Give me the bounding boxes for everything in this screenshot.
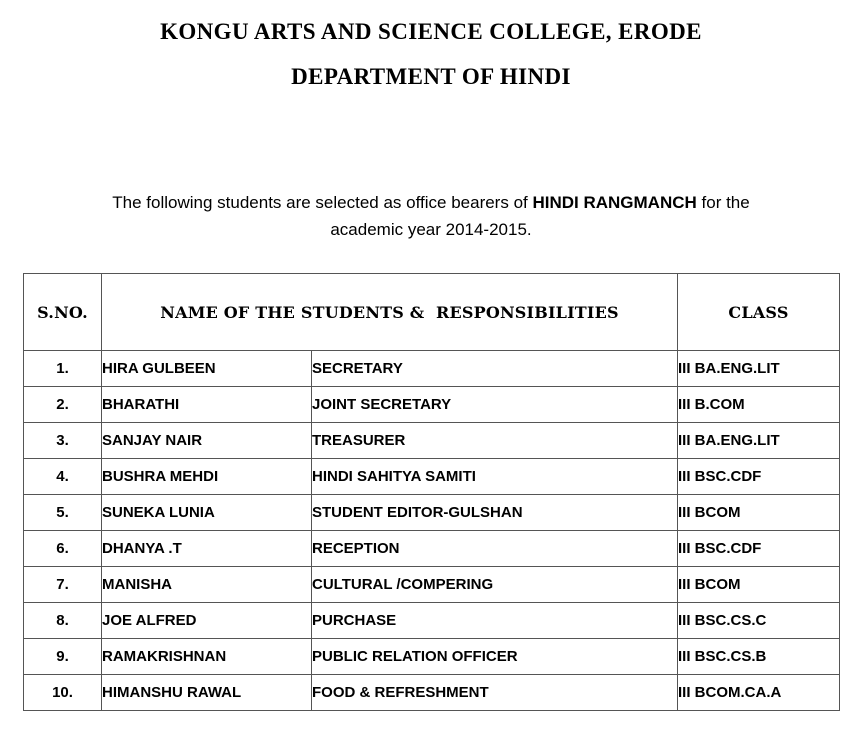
cell-sno: 4. bbox=[24, 459, 102, 495]
cell-sno: 1. bbox=[24, 351, 102, 387]
cell-sno: 7. bbox=[24, 567, 102, 603]
cell-responsibility: CULTURAL /COMPERING bbox=[312, 567, 678, 603]
college-title: KONGU ARTS AND SCIENCE COLLEGE, ERODE bbox=[160, 19, 702, 44]
cell-responsibility: TREASURER bbox=[312, 423, 678, 459]
header-name-responsibilities: NAME OF THE STUDENTS & RESPONSIBILITIES bbox=[102, 274, 678, 351]
cell-sno: 2. bbox=[24, 387, 102, 423]
intro-text-line2: academic year 2014-2015. bbox=[330, 220, 532, 239]
cell-responsibility: STUDENT EDITOR-GULSHAN bbox=[312, 495, 678, 531]
cell-student-name: HIRA GULBEEN bbox=[102, 351, 312, 387]
cell-responsibility: RECEPTION bbox=[312, 531, 678, 567]
cell-student-name: DHANYA .T bbox=[102, 531, 312, 567]
cell-class: III B.COM bbox=[678, 387, 840, 423]
cell-class: III BSC.CS.B bbox=[678, 639, 840, 675]
cell-class: III BA.ENG.LIT bbox=[678, 351, 840, 387]
intro-paragraph bbox=[0, 189, 848, 243]
cell-responsibility: PURCHASE bbox=[312, 603, 678, 639]
intro-text-before: The following students are selected as office bearers of bbox=[112, 193, 533, 212]
table-row bbox=[24, 459, 840, 495]
table-row bbox=[24, 387, 840, 423]
department-title: DEPARTMENT OF HINDI bbox=[291, 64, 571, 89]
cell-student-name: BUSHRA MEHDI bbox=[102, 459, 312, 495]
cell-class: III BCOM.CA.A bbox=[678, 675, 840, 711]
cell-student-name: BHARATHI bbox=[102, 387, 312, 423]
table-row bbox=[24, 351, 840, 387]
cell-class: III BCOM bbox=[678, 567, 840, 603]
cell-student-name: RAMAKRISHNAN bbox=[102, 639, 312, 675]
cell-sno: 10. bbox=[24, 675, 102, 711]
table-body bbox=[24, 351, 840, 711]
header-class: CLASS bbox=[678, 274, 840, 351]
cell-student-name: MANISHA bbox=[102, 567, 312, 603]
cell-class: III BSC.CS.C bbox=[678, 603, 840, 639]
cell-sno: 5. bbox=[24, 495, 102, 531]
table-row bbox=[24, 603, 840, 639]
cell-class: III BCOM bbox=[678, 495, 840, 531]
cell-sno: 8. bbox=[24, 603, 102, 639]
header-sno: S.NO. bbox=[24, 274, 102, 351]
cell-student-name: SUNEKA LUNIA bbox=[102, 495, 312, 531]
cell-responsibility: JOINT SECRETARY bbox=[312, 387, 678, 423]
table-row bbox=[24, 531, 840, 567]
cell-responsibility: FOOD & REFRESHMENT bbox=[312, 675, 678, 711]
cell-responsibility: SECRETARY bbox=[312, 351, 678, 387]
table-row bbox=[24, 675, 840, 711]
table-row bbox=[24, 423, 840, 459]
table-row bbox=[24, 639, 840, 675]
intro-text-after: for the bbox=[696, 193, 750, 212]
table-row bbox=[24, 567, 840, 603]
office-bearers-table bbox=[23, 273, 840, 711]
cell-class: III BSC.CDF bbox=[678, 459, 840, 495]
cell-class: III BSC.CDF bbox=[678, 531, 840, 567]
cell-responsibility: HINDI SAHITYA SAMITI bbox=[312, 459, 678, 495]
cell-student-name: HIMANSHU RAWAL bbox=[102, 675, 312, 711]
intro-highlight: HINDI RANGMANCH bbox=[532, 193, 697, 212]
cell-student-name: JOE ALFRED bbox=[102, 603, 312, 639]
cell-sno: 6. bbox=[24, 531, 102, 567]
table-header-row bbox=[24, 274, 840, 351]
cell-sno: 9. bbox=[24, 639, 102, 675]
cell-sno: 3. bbox=[24, 423, 102, 459]
table-row bbox=[24, 495, 840, 531]
cell-class: III BA.ENG.LIT bbox=[678, 423, 840, 459]
cell-responsibility: PUBLIC RELATION OFFICER bbox=[312, 639, 678, 675]
cell-student-name: SANJAY NAIR bbox=[102, 423, 312, 459]
